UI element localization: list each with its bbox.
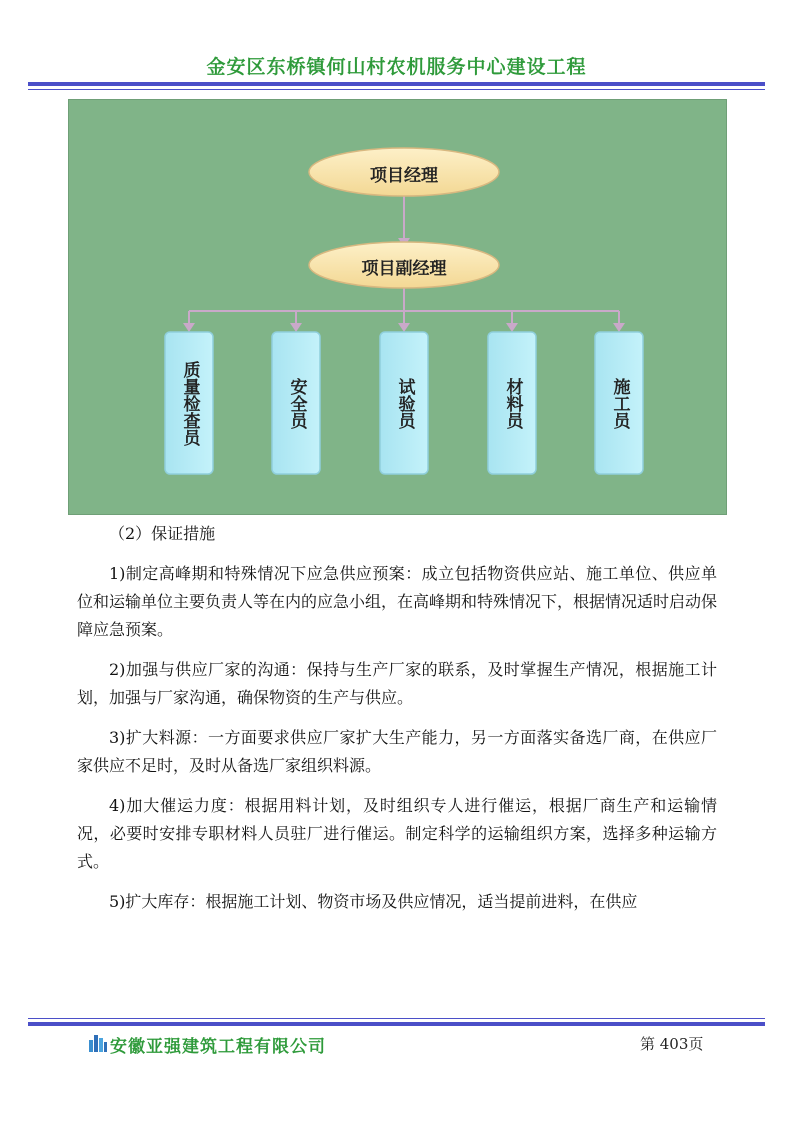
page-header-title: 金安区东桥镇何山村农机服务中心建设工程	[206, 56, 587, 78]
paragraph-2: 2)加强与供应厂家的沟通：保持与生产厂家的联系，及时掌握生产情况，根据施工计划，加强与厂家沟通，确保物资的生产与供应。	[77, 660, 717, 707]
paragraph-1: 1)制定高峰期和特殊情况下应急供应预案：成立包括物资供应站、施工单位、供应单位和运输单位主要负责人等在内的应急小组，在高峰期和特殊情况下，根据情况适时启动保障应急预案。	[77, 564, 718, 639]
footer-page-number: 第 403页	[640, 1035, 704, 1053]
role-label-tester: 试验员	[394, 377, 415, 429]
section-heading: （2）保证措施	[109, 524, 216, 543]
paragraph-5: 5)扩大库存：根据施工计划、物资市场及供应情况，适当提前进料，在供应	[109, 892, 638, 911]
building-logo-icon	[88, 1032, 108, 1052]
role-label-material-officer: 材料员	[502, 377, 523, 429]
document-body	[77, 520, 717, 916]
org-chart	[68, 99, 727, 515]
footer-rule-thick	[28, 1022, 765, 1026]
footer-company-name: 安徽亚强建筑工程有限公司	[110, 1037, 326, 1057]
role-label-construction-officer: 施工员	[609, 377, 630, 429]
paragraph-3: 3)扩大料源：一方面要求供应厂家扩大生产能力，另一方面落实备选厂商，在供应厂家供应不足时，及时从备选厂家组织料源。	[77, 728, 717, 775]
project-manager-label: 项目经理	[370, 166, 438, 186]
footer-rule-thin	[28, 1018, 765, 1019]
deputy-manager-label: 项目副经理	[361, 259, 447, 279]
paragraph-4: 4)加大催运力度：根据用料计划，及时组织专人进行催运，根据厂商生产和运输情况，必要时安排专职材料人员驻厂进行催运。制定科学的运输组织方案，选择多种运输方式。	[77, 796, 717, 871]
header-rule-thin	[28, 89, 765, 90]
role-label-safety-officer: 安全员	[286, 377, 307, 429]
role-label-quality-inspector: 质量检查员	[179, 360, 200, 446]
header-rule-thick	[28, 82, 765, 86]
